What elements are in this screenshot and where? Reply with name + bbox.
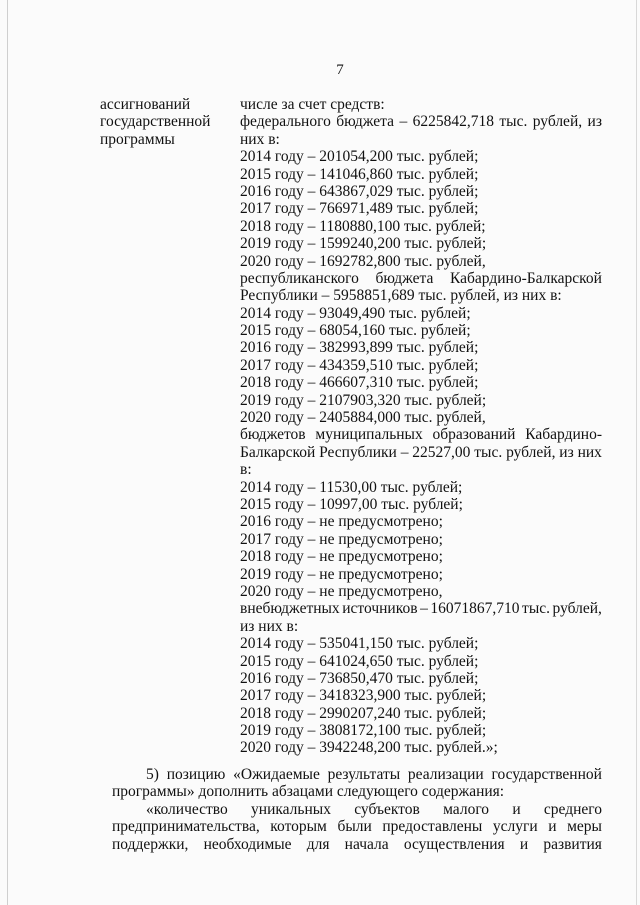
funding-line: 2018 году – не предусмотрено; [240, 548, 443, 566]
funding-line: 2015 году – 68054,160 тыс. рублей; [240, 322, 471, 340]
funding-line: 2016 году – 736850,470 тыс. рублей; [240, 669, 479, 687]
paragraph-line: поддержки, необходимые для начала осуществления и развития [112, 835, 602, 853]
paragraph-line: программы» дополнить абзацами следующего содержания: [112, 783, 505, 801]
funding-line: 2019 году – 2107903,320 тыс. рублей; [240, 391, 487, 409]
funding-line: 2017 году – не предусмотрено; [240, 530, 443, 548]
funding-line: 2018 году – 1180880,100 тыс. рублей; [240, 217, 486, 235]
paragraph-line: 5) позицию «Ожидаемые результаты реализации государственной [146, 766, 602, 783]
table-right-column [240, 96, 602, 757]
funding-line: в: [240, 461, 252, 479]
funding-line: 2020 году – 2405884,000 тыс. рублей, [240, 409, 486, 427]
funding-line: из них в: [240, 617, 299, 635]
funding-line: 2018 году – 466607,310 тыс. рублей; [240, 374, 479, 392]
funding-line: 2015 году – 641024,650 тыс. рублей; [240, 652, 479, 670]
scan-edge-left [7, 0, 8, 905]
funding-line: 2016 году – 643867,029 тыс. рублей; [240, 182, 479, 200]
paragraph-line: «количество уникальных субъектов малого и среднего [146, 800, 602, 818]
scan-edge-right [636, 0, 637, 905]
funding-line: 2020 году – 3942248,200 тыс. рублей.»; [240, 739, 498, 757]
funding-line: 2019 году – не предусмотрено; [240, 565, 443, 583]
funding-line: 2017 году – 3418323,900 тыс. рублей; [240, 687, 487, 705]
funding-line: 2014 году – 535041,150 тыс. рублей; [240, 635, 479, 653]
funding-line: внебюджетных источников – 16071867,710 тыс. рублей, [240, 600, 602, 618]
funding-line: 2019 году – 1599240,200 тыс. рублей; [240, 235, 487, 253]
funding-line: 2015 году – 10997,00 тыс. рублей; [240, 495, 463, 513]
paragraph-line: предпринимательства, которым были предоставлены услуги и меры [112, 818, 602, 836]
funding-line: 2014 году – 201054,200 тыс. рублей; [240, 148, 479, 166]
funding-line: 2019 году – 3808172,100 тыс. рублей; [240, 722, 487, 740]
funding-line: числе за счет средств: [240, 96, 385, 113]
page-number: 7 [336, 62, 344, 78]
funding-line: них в: [240, 130, 280, 148]
funding-line: 2016 году – 382993,899 тыс. рублей; [240, 339, 479, 357]
funding-line: бюджетов муниципальных образований Кабардино- [240, 426, 602, 444]
funding-line: федерального бюджета – 6225842,718 тыс. рублей, из [240, 113, 602, 131]
left-column-line: программы [100, 130, 175, 148]
funding-line: республиканского бюджета Кабардино-Балкарской [240, 269, 602, 287]
body-text [112, 766, 602, 853]
funding-line: 2017 году – 434359,510 тыс. рублей; [240, 356, 479, 374]
funding-line: 2015 году – 141046,860 тыс. рублей; [240, 165, 479, 183]
funding-line: 2017 году – 766971,489 тыс. рублей; [240, 200, 479, 218]
funding-line: Республики – 5958851,689 тыс. рублей, из них в: [240, 287, 562, 305]
table-left-column [100, 96, 230, 148]
funding-line: 2018 году – 2990207,240 тыс. рублей; [240, 704, 487, 722]
funding-line: 2016 году – не предусмотрено; [240, 513, 443, 531]
funding-line: 2014 году – 11530,00 тыс. рублей; [240, 478, 463, 496]
left-column-line: ассигнований [100, 96, 191, 113]
funding-line: 2014 году – 93049,490 тыс. рублей; [240, 304, 471, 322]
funding-line: Балкарской Республики – 22527,00 тыс. рублей, из них [240, 443, 602, 461]
funding-line: 2020 году – не предусмотрено, [240, 582, 443, 600]
funding-line: 2020 году – 1692782,800 тыс. рублей, [240, 252, 486, 270]
left-column-line: государственной [100, 113, 211, 131]
